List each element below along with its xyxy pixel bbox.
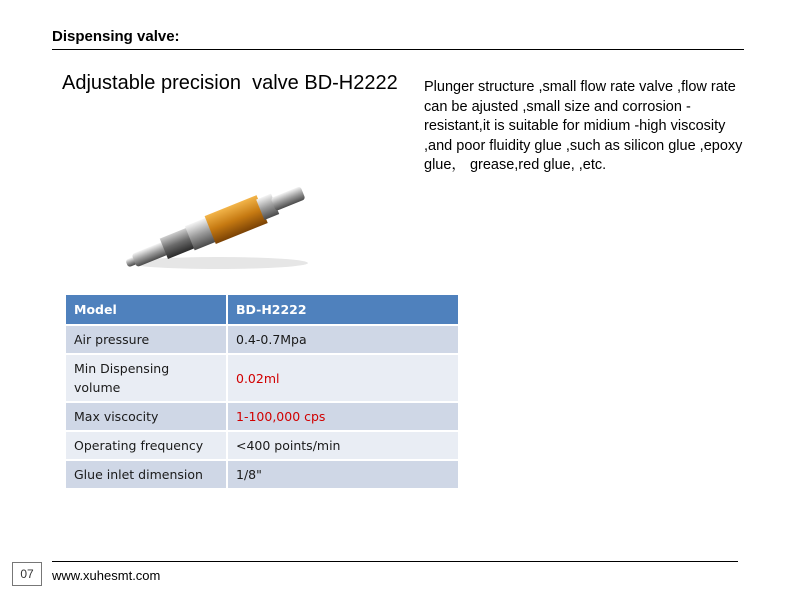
spec-label-operating-frequency: Operating frequency bbox=[66, 432, 228, 459]
table-row bbox=[66, 461, 458, 488]
spec-value-max-viscosity: 1-100,000 cps bbox=[228, 403, 458, 430]
header-divider bbox=[52, 49, 744, 50]
table-row bbox=[66, 403, 458, 430]
page-number: 07 bbox=[12, 562, 42, 586]
spec-label-max-viscosity: Max viscocity bbox=[66, 403, 228, 430]
spec-value-min-dispensing-volume: 0.02ml bbox=[228, 355, 458, 401]
spec-table bbox=[66, 293, 458, 490]
product-title: Adjustable precision valve BD-H2222 bbox=[62, 72, 398, 94]
spec-value-operating-frequency: <400 points/min bbox=[228, 432, 458, 459]
spec-value-air-pressure: 0.4-0.7Mpa bbox=[228, 326, 458, 353]
footer-divider bbox=[52, 561, 738, 562]
header-model-value: BD-H2222 bbox=[228, 295, 458, 324]
product-description: Plunger structure ,small flow rate valve ,flow rate can be ajusted ,small size and corrosion -resistant,it is suitable for midium -high viscosity ,and poor fluidity glue ,such as silicon glue ,epoxy glue， grease,red glue, ,etc. bbox=[424, 79, 743, 173]
table-row bbox=[66, 432, 458, 459]
spec-label-glue-inlet-dimension: Glue inlet dimension bbox=[66, 461, 228, 488]
footer-website: www.xuhesmt.com bbox=[52, 568, 161, 583]
table-row bbox=[66, 355, 458, 401]
dispensing-valve-image bbox=[118, 183, 314, 273]
spec-label-air-pressure: Air pressure bbox=[66, 326, 228, 353]
header-model-label: Model bbox=[66, 295, 228, 324]
section-title: Dispensing valve: bbox=[52, 28, 180, 45]
spec-value-glue-inlet-dimension: 1/8" bbox=[228, 461, 458, 488]
spec-table-header bbox=[66, 295, 458, 324]
table-row bbox=[66, 326, 458, 353]
spec-label-min-dispensing-volume: Min Dispensing volume bbox=[66, 355, 228, 401]
